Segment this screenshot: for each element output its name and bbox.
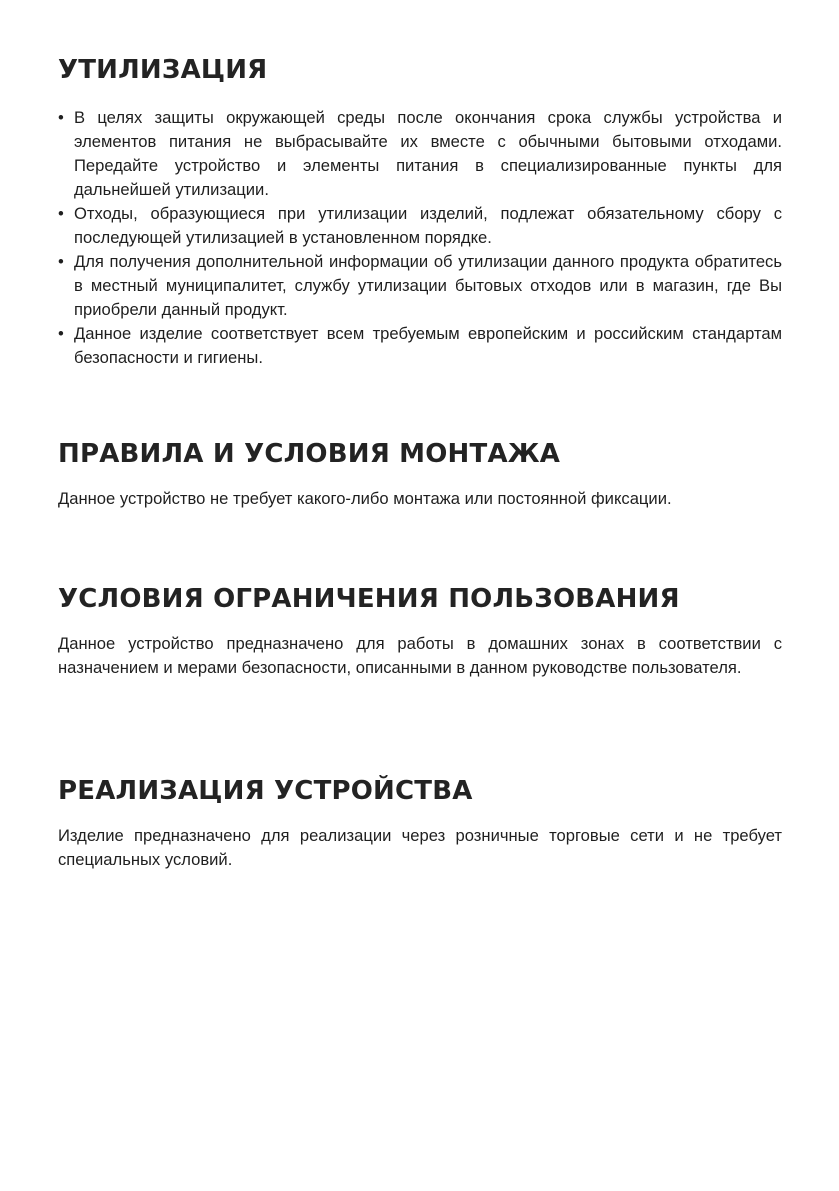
- usage-text: Данное устройство предназначено для работы в домашних зонах в соответствии с назначением и мерами безопасности, описанными в данном руководстве пользователя.: [58, 634, 782, 677]
- list-item-text: Отходы, образующиеся при утилизации изделий, подлежат обязательному сбору с последующей утилизацией в установленном порядке.: [74, 204, 782, 247]
- bullet-icon: •: [58, 252, 64, 271]
- utilization-section: [58, 54, 782, 370]
- sale-text: Изделие предназначено для реализации через розничные торговые сети и не требует специальных условий.: [58, 826, 782, 869]
- bullet-icon: •: [58, 204, 64, 223]
- list-item: [58, 322, 782, 370]
- list-item: [58, 250, 782, 322]
- list-item: [58, 202, 782, 250]
- usage-heading: УСЛОВИЯ ОГРАНИЧЕНИЯ ПОЛЬЗОВАНИЯ: [58, 584, 680, 614]
- mounting-heading: ПРАВИЛА И УСЛОВИЯ МОНТАЖА: [58, 439, 561, 469]
- list-item-text: Данное изделие соответствует всем требуемым европейским и российским стандартам безопасности и гигиены.: [74, 324, 782, 367]
- list-item-text: В целях защиты окружающей среды после окончания срока службы устройства и элементов питания не выбрасывайте их вместе с обычными бытовыми отходами. Передайте устройство и элементы питания в специализированные пункты для дальнейшей утилизации.: [74, 108, 782, 199]
- usage-section: [58, 583, 782, 680]
- sale-section: [58, 775, 782, 872]
- utilization-list: [58, 106, 782, 370]
- mounting-text: Данное устройство не требует какого-либо монтажа или постоянной фиксации.: [58, 489, 672, 508]
- bullet-icon: •: [58, 324, 64, 343]
- mounting-section: [58, 438, 782, 511]
- bullet-icon: •: [58, 108, 64, 127]
- list-item-text: Для получения дополнительной информации об утилизации данного продукта обратитесь в местный муниципалитет, службу утилизации бытовых отходов или в магазин, где Вы приобрели данный продукт.: [74, 252, 782, 319]
- utilization-heading: УТИЛИЗАЦИЯ: [58, 55, 268, 85]
- sale-heading: РЕАЛИЗАЦИЯ УСТРОЙСТВА: [58, 776, 473, 806]
- list-item: [58, 106, 782, 202]
